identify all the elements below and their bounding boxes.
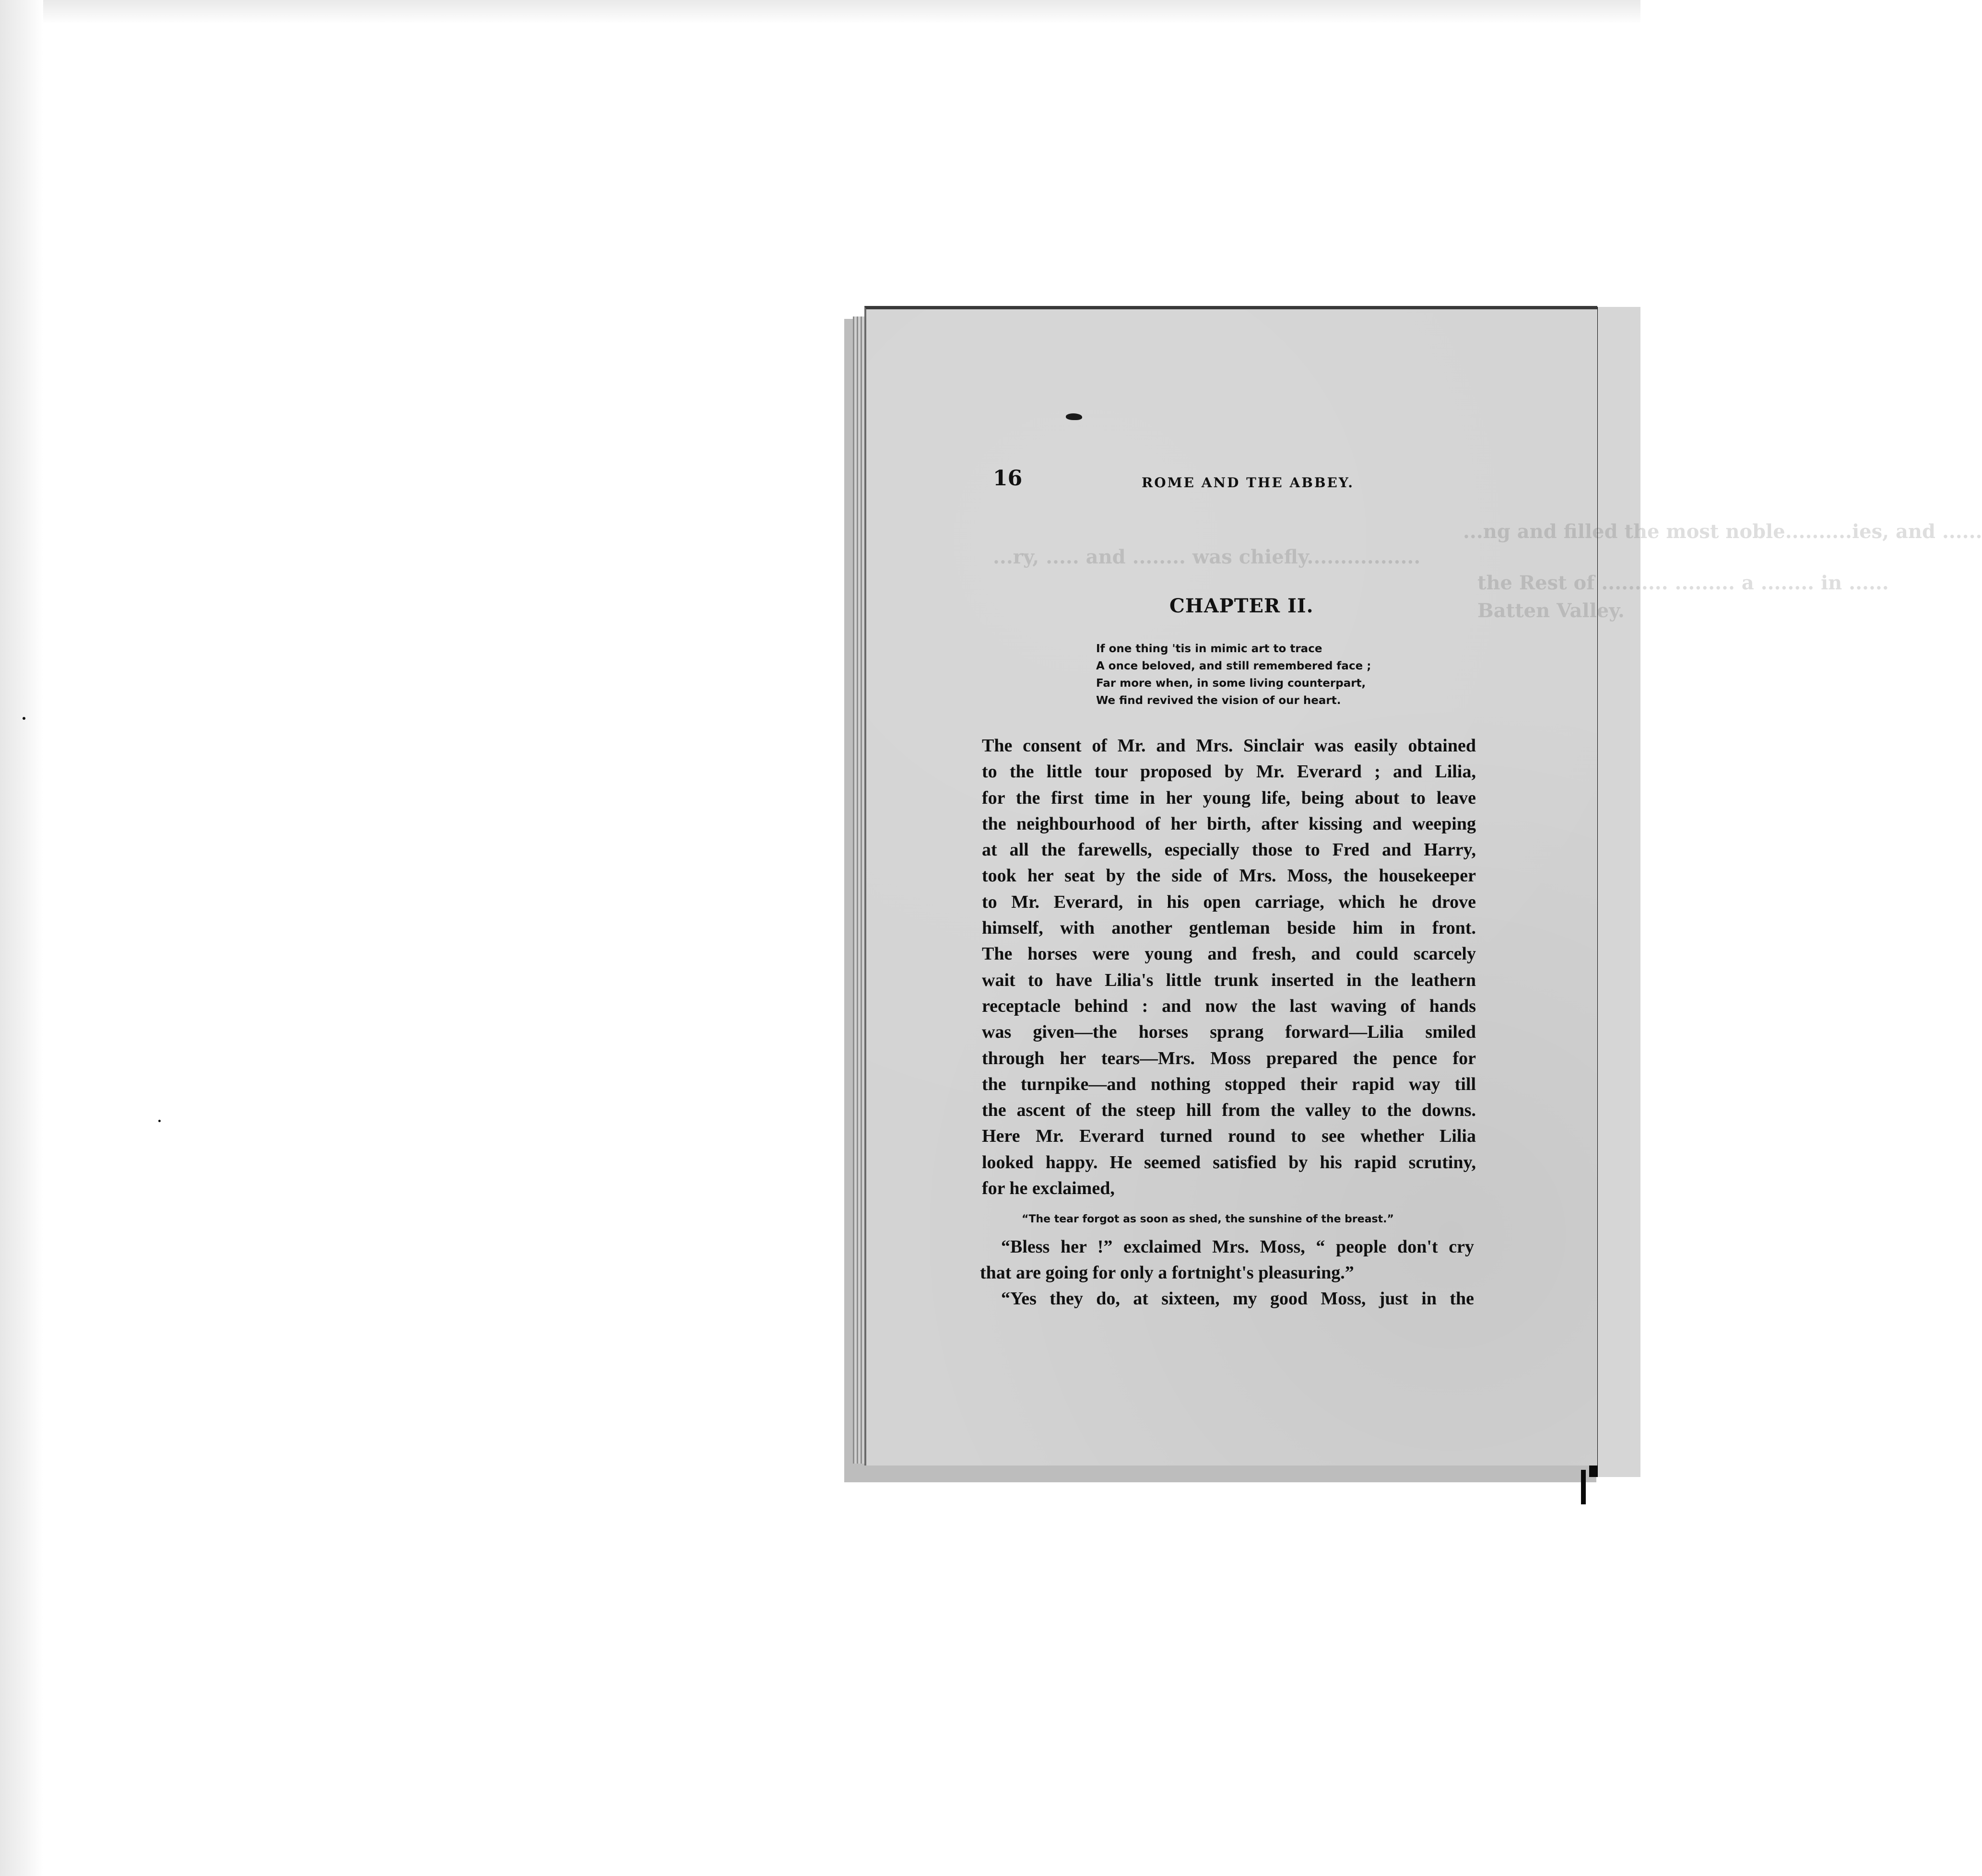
epigraph-line: Far more when, in some living counterpart,: [1096, 677, 1366, 690]
running-head: ROME AND THE ABBEY.: [1142, 475, 1354, 491]
body-paragraph: [982, 733, 1476, 1201]
text-line: the neighbourhood of her birth, after kissing and weeping: [982, 813, 1476, 834]
text-line: the ascent of the steep hill from the valley to the downs.: [982, 1100, 1476, 1121]
show-through-line: ...ry, ..... and ........ was chiefly.................: [993, 546, 1421, 568]
text-line: to Mr. Everard, in his open carriage, which he drove: [982, 891, 1476, 912]
facing-page-edge: [1581, 1470, 1586, 1504]
text-line: Here Mr. Everard turned round to see whether Lilia: [982, 1126, 1476, 1147]
text-line: “Bless her !” exclaimed Mrs. Moss, “ people don't cry: [1001, 1237, 1474, 1257]
epigraph-line: We find revived the vision of our heart.: [1096, 694, 1341, 707]
text-line: “Yes they do, at sixteen, my good Moss, just in the: [1001, 1289, 1474, 1309]
chapter-title: CHAPTER II.: [1169, 595, 1314, 617]
page-number: 16: [993, 466, 1023, 491]
text-line: wait to have Lilia's little trunk inserted in the leathern: [982, 970, 1476, 990]
text-line: for the first time in her young life, being about to leave: [982, 787, 1476, 808]
text-line: through her tears—Mrs. Moss prepared the pence for: [982, 1048, 1476, 1068]
text-line: looked happy. He seemed satisfied by his rapid scrutiny,: [982, 1152, 1476, 1172]
ink-blot: [1066, 413, 1082, 420]
text-line: for he exclaimed,: [982, 1178, 1115, 1199]
show-through-line: Batten Valley.: [1477, 599, 1625, 622]
text-line: receptacle behind : and now the last waving of hands: [982, 996, 1476, 1016]
epigraph-line: If one thing 'tis in mimic art to trace: [1096, 643, 1322, 655]
text-line: himself, with another gentleman beside him in front.: [982, 918, 1476, 938]
scan-left-shadow: [0, 0, 43, 1876]
text-line: was given—the horses sprang forward—Lilia smiled: [982, 1022, 1476, 1043]
epigraph-line: A once beloved, and still remembered face ;: [1096, 660, 1371, 672]
show-through-line: ...ng and filled the most noble..........ies, and ......: [1463, 520, 1982, 543]
text-line: at all the farewells, especially those to Fred and Harry,: [982, 840, 1476, 860]
text-line: that are going for only a fortnight's pleasuring.”: [980, 1263, 1354, 1283]
text-line: took her seat by the side of Mrs. Moss, the housekeeper: [982, 866, 1476, 886]
text-line: to the little tour proposed by Mr. Everard ; and Lilia,: [982, 762, 1476, 782]
show-through-line: the Rest of .......... ......... a ........ in ......: [1477, 572, 1889, 594]
scan-speck: [158, 1120, 161, 1122]
text-line: the turnpike—and nothing stopped their rapid way till: [982, 1074, 1476, 1094]
quotation-line: “The tear forgot as soon as shed, the sunshine of the breast.”: [1022, 1213, 1394, 1225]
text-line: The horses were young and fresh, and could scarcely: [982, 944, 1476, 964]
epigraph: [1096, 640, 1547, 709]
text-line: The consent of Mr. and Mrs. Sinclair was easily obtained: [982, 736, 1476, 756]
scan-top-shadow: [0, 0, 1640, 24]
scan-speck: [23, 717, 25, 720]
dialogue-paragraph: [980, 1234, 1474, 1312]
